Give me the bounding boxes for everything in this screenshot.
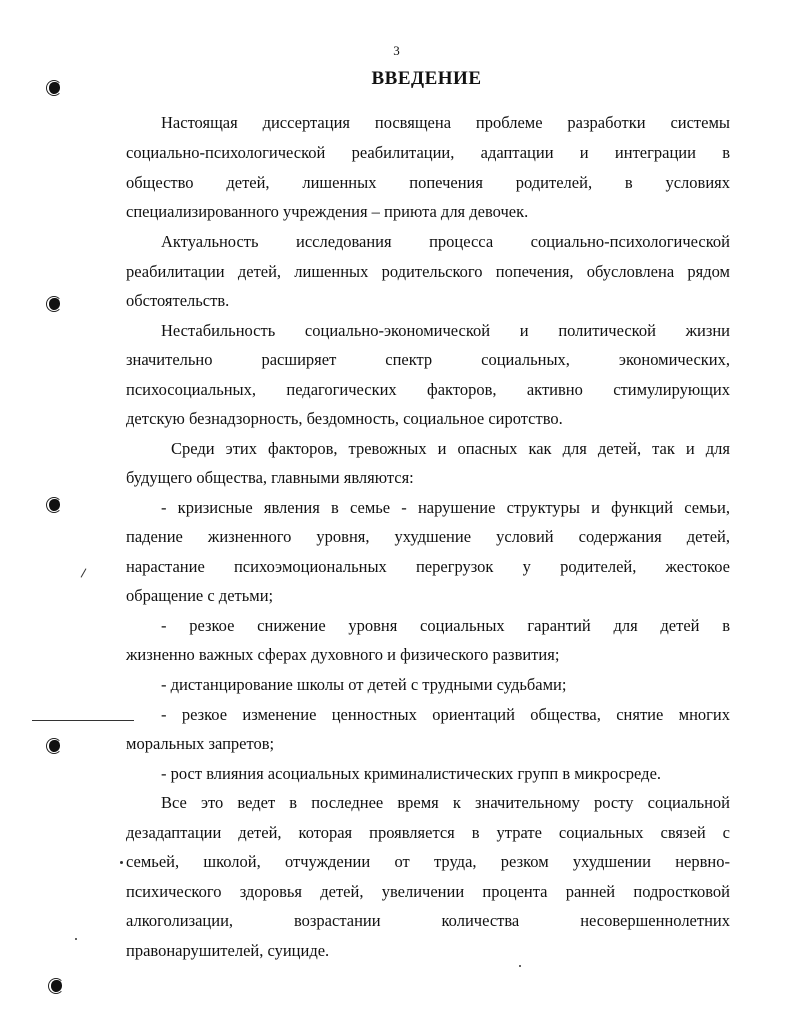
text-line: Настоящая диссертация посвящена проблеме разработки системы [161,113,730,132]
binding-hole-icon [48,978,64,994]
binding-hole-icon [46,296,62,312]
text-line: реабилитации детей, лишенных родительского попечения, обусловлена рядом [126,262,730,281]
page-number: 3 [393,43,400,58]
text-line: семьей, школой, отчуждении от труда, резком ухудшении нервно- [126,852,730,871]
binding-hole-icon [46,80,62,96]
page-title: ВВЕДЕНИЕ [371,68,482,89]
speck-mark [519,965,521,967]
list-item-line: - резкое изменение ценностных ориентаций общества, снятие многих [161,705,730,724]
list-item-line: моральных запретов; [126,734,275,753]
list-item-line: - рост влияния асоциальных криминалистических групп в микросреде. [161,764,662,783]
text-line: специализированного учреждения – приюта для девочек. [126,202,529,221]
text-line: алкоголизации, возрастании количества несовершеннолетних [126,911,730,930]
binding-hole-icon [46,497,62,513]
text-line: будущего общества, главными являются: [126,468,414,487]
text-line: правонарушителей, суициде. [126,941,330,960]
margin-tick-mark [81,568,87,577]
list-item-line: жизненно важных сферах духовного и физического развития; [126,645,560,664]
text-line: значительно расширяет спектр социальных, экономических, [126,350,730,369]
text-line: психосоциальных, педагогических факторов, активно стимулирующих [126,380,730,399]
text-line: Актуальность исследования процесса социально-психологической [161,232,730,251]
text-line: детскую безнадзорность, бездомность, социальное сиротство. [126,409,563,428]
text-line: дезадаптации детей, которая проявляется в утрате социальных связей с [126,823,730,842]
binding-hole-icon [46,738,62,754]
text-line: Нестабильность социально-экономической и политической жизни [161,321,730,340]
text-line: социально-психологической реабилитации, адаптации и интеграции в [126,143,730,162]
list-item-line: обращение с детьми; [126,586,274,605]
list-item-line: нарастание психоэмоциональных перегрузок у родителей, жестокое [126,557,730,576]
text-line: обстоятельств. [126,291,230,310]
list-item-line: - дистанцирование школы от детей с трудными судьбами; [161,675,567,694]
list-item-line: - резкое снижение уровня социальных гарантий для детей в [161,616,730,635]
margin-line-mark [32,720,134,721]
list-item-line: - кризисные явления в семье - нарушение структуры и функций семьи, [161,498,730,517]
text-line: Все это ведет в последнее время к значительному росту социальной [161,793,730,812]
speck-mark [120,861,123,864]
list-item-line: падение жизненного уровня, ухудшение условий содержания детей, [126,527,730,546]
speck-mark [75,938,77,940]
text-line: общество детей, лишенных попечения родителей, в условиях [126,173,730,192]
text-line: психического здоровья детей, увеличении процента ранней подростковой [126,882,730,901]
text-line: Среди этих факторов, тревожных и опасных как для детей, так и для [171,439,730,458]
